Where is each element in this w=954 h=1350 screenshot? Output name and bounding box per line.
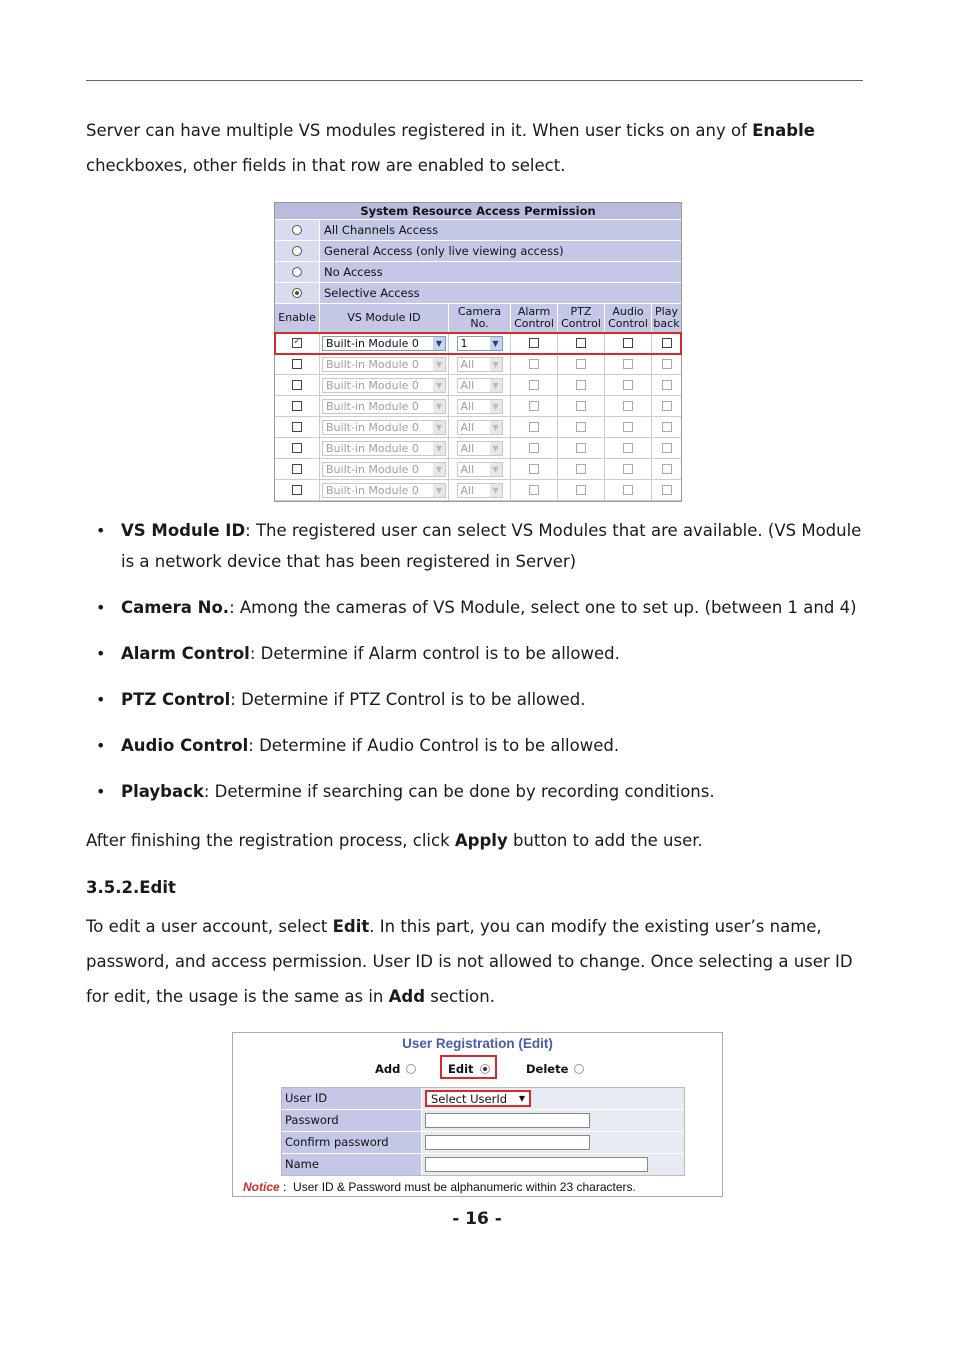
password-row xyxy=(282,1110,684,1132)
edit-text-2: . In this part, you can modify the existing user’s name, password, and access permission. User ID is not allowed to change. Once selecting a user ID for edit, the usage is the same as in xyxy=(86,917,853,1006)
chevron-down-icon: ▼ xyxy=(433,337,445,350)
audio-checkbox[interactable] xyxy=(623,338,633,348)
header-alarm-control: Alarm Control xyxy=(511,304,558,332)
bullet-text: : Determine if searching can be done by recording conditions. xyxy=(203,782,715,801)
vs-module-value: Built-in Module 0 xyxy=(326,441,419,455)
vs-module-value: Built-in Module 0 xyxy=(326,357,419,371)
confirm-password-label: Confirm password xyxy=(282,1132,422,1153)
vs-module-value: Built-in Module 0 xyxy=(326,378,419,392)
chevron-down-icon: ▼ xyxy=(433,442,445,455)
permission-row xyxy=(275,417,681,438)
camera-value: All xyxy=(460,483,475,497)
access-option-label: Selective Access xyxy=(320,283,681,303)
bullet-item xyxy=(86,684,864,715)
camera-select[interactable] xyxy=(457,441,503,456)
mode-add-label: Add xyxy=(375,1062,401,1076)
camera-select[interactable] xyxy=(457,420,503,435)
radio-cell xyxy=(275,241,320,261)
camera-select[interactable] xyxy=(457,399,503,414)
access-option-radio[interactable] xyxy=(292,225,302,235)
permission-panel-title: System Resource Access Permission xyxy=(275,203,681,220)
notice-label: Notice xyxy=(243,1180,280,1194)
alarm-checkbox[interactable] xyxy=(529,401,539,411)
chevron-down-icon: ▼ xyxy=(433,400,445,413)
ptz-checkbox[interactable] xyxy=(576,422,586,432)
vs-module-select[interactable] xyxy=(322,420,446,435)
bullet-term: Playback xyxy=(121,782,204,801)
radio-cell xyxy=(275,220,320,240)
ptz-checkbox[interactable] xyxy=(576,443,586,453)
camera-select[interactable] xyxy=(457,336,503,351)
alarm-checkbox[interactable] xyxy=(529,359,539,369)
edit-text-3: section. xyxy=(425,987,495,1006)
header-camera-no: Camera No. xyxy=(449,304,511,332)
chevron-down-icon: ▼ xyxy=(433,484,445,497)
access-option-row[interactable] xyxy=(275,241,681,262)
header-audio-control: Audio Control xyxy=(605,304,652,332)
vs-module-select[interactable] xyxy=(322,462,446,477)
camera-value: All xyxy=(460,441,475,455)
ptz-checkbox[interactable] xyxy=(576,485,586,495)
intro-paragraph xyxy=(86,113,864,183)
vs-module-value: Built-in Module 0 xyxy=(326,399,419,413)
vs-module-select[interactable] xyxy=(322,441,446,456)
access-option-label: No Access xyxy=(320,262,681,282)
playback-checkbox[interactable] xyxy=(662,401,672,411)
camera-value: All xyxy=(460,462,475,476)
intro-text: Server can have multiple VS modules registered in it. When user ticks on any of xyxy=(86,121,753,140)
page-number: - 16 - xyxy=(452,1209,502,1229)
permission-row xyxy=(275,354,681,375)
chevron-down-icon: ▼ xyxy=(433,463,445,476)
mode-edit-radio[interactable] xyxy=(480,1064,490,1074)
enable-checkbox[interactable] xyxy=(292,338,302,348)
edit-paragraph xyxy=(86,909,864,1014)
mode-delete-label: Delete xyxy=(526,1062,569,1076)
edit-text-1: To edit a user account, select xyxy=(86,917,333,936)
vs-module-select[interactable] xyxy=(322,399,446,414)
user-id-row xyxy=(282,1088,684,1110)
mode-add-radio[interactable] xyxy=(406,1064,416,1074)
apply-term: Apply xyxy=(454,831,508,850)
name-label: Name xyxy=(282,1154,422,1175)
registration-panel-title: User Registration (Edit) xyxy=(402,1036,553,1051)
bullet-term: Camera No. xyxy=(121,598,230,617)
access-option-radio[interactable] xyxy=(292,288,302,298)
vs-module-value: Built-in Module 0 xyxy=(326,336,419,350)
camera-select[interactable] xyxy=(457,483,503,498)
add-term: Add xyxy=(388,987,426,1006)
alarm-checkbox[interactable] xyxy=(529,464,539,474)
audio-checkbox[interactable] xyxy=(623,380,633,390)
user-registration-panel xyxy=(232,1032,723,1197)
permission-row xyxy=(275,396,681,417)
ptz-checkbox[interactable] xyxy=(576,401,586,411)
audio-checkbox[interactable] xyxy=(623,422,633,432)
audio-checkbox[interactable] xyxy=(623,485,633,495)
header-rule xyxy=(86,80,863,81)
access-option-radio[interactable] xyxy=(292,267,302,277)
registration-form xyxy=(281,1087,685,1176)
vs-module-select[interactable] xyxy=(322,357,446,372)
playback-checkbox[interactable] xyxy=(662,338,672,348)
bullet-text: : Determine if Alarm control is to be allowed. xyxy=(249,644,620,663)
password-label: Password xyxy=(282,1110,422,1131)
camera-value: All xyxy=(460,357,475,371)
bullet-term: Alarm Control xyxy=(121,644,250,663)
access-permission-panel xyxy=(274,202,682,502)
vs-module-value: Built-in Module 0 xyxy=(326,420,419,434)
chevron-down-icon: ▼ xyxy=(490,484,502,497)
name-field[interactable] xyxy=(425,1157,648,1172)
user-id-label: User ID xyxy=(282,1088,422,1109)
enable-checkbox[interactable] xyxy=(292,485,302,495)
alarm-checkbox[interactable] xyxy=(529,380,539,390)
password-field[interactable] xyxy=(425,1113,590,1128)
alarm-checkbox[interactable] xyxy=(529,422,539,432)
permission-row xyxy=(275,438,681,459)
vs-module-value: Built-in Module 0 xyxy=(326,462,419,476)
camera-value: 1 xyxy=(460,336,468,350)
camera-select[interactable] xyxy=(457,462,503,477)
vs-module-value: Built-in Module 0 xyxy=(326,483,419,497)
header-ptz-control: PTZ Control xyxy=(558,304,605,332)
apply-text-end: button to add the user. xyxy=(507,831,703,850)
permission-row xyxy=(275,459,681,480)
apply-text: After finishing the registration process, click xyxy=(86,831,455,850)
playback-checkbox[interactable] xyxy=(662,359,672,369)
radio-cell xyxy=(275,283,320,303)
enable-checkbox[interactable] xyxy=(292,464,302,474)
camera-value: All xyxy=(460,420,475,434)
header-vs-module-id: VS Module ID xyxy=(320,304,449,332)
bullet-text: : Determine if PTZ Control is to be allowed. xyxy=(230,690,586,709)
playback-checkbox[interactable] xyxy=(662,443,672,453)
mode-edit-label: Edit xyxy=(448,1062,474,1076)
bullet-item xyxy=(86,592,864,623)
vs-module-select[interactable] xyxy=(322,378,446,393)
chevron-down-icon: ▼ xyxy=(490,463,502,476)
ptz-checkbox[interactable] xyxy=(576,338,586,348)
bullet-term: Audio Control xyxy=(121,736,249,755)
permission-table-header xyxy=(275,304,681,333)
bullet-text: : The registered user can select VS Modules that are available. (VS Module is a network device that has been registered in Server) xyxy=(121,521,862,571)
access-option-label: All Channels Access xyxy=(320,220,681,240)
chevron-down-icon: ▼ xyxy=(433,379,445,392)
bullet-term: VS Module ID xyxy=(121,521,246,540)
user-id-select-value: Select UserId xyxy=(431,1091,508,1106)
alarm-checkbox[interactable] xyxy=(529,485,539,495)
mode-edit[interactable] xyxy=(448,1062,490,1076)
chevron-down-icon: ▼ xyxy=(433,421,445,434)
bullet-item xyxy=(86,776,864,807)
playback-checkbox[interactable] xyxy=(662,380,672,390)
permission-row xyxy=(275,333,681,354)
enable-checkbox[interactable] xyxy=(292,422,302,432)
header-playback: Play back xyxy=(653,305,680,330)
intro-text-end: checkboxes, other fields in that row are enabled to select. xyxy=(86,156,566,175)
chevron-down-icon: ▼ xyxy=(490,379,502,392)
vs-module-select[interactable] xyxy=(322,336,446,351)
enable-checkbox[interactable] xyxy=(292,443,302,453)
ptz-checkbox[interactable] xyxy=(576,464,586,474)
audio-checkbox[interactable] xyxy=(623,464,633,474)
bullet-text: : Determine if Audio Control is to be allowed. xyxy=(248,736,620,755)
camera-select[interactable] xyxy=(457,378,503,393)
chevron-down-icon: ▼ xyxy=(490,400,502,413)
access-option-label: General Access (only live viewing access) xyxy=(320,241,681,261)
playback-checkbox[interactable] xyxy=(662,422,672,432)
chevron-down-icon: ▼ xyxy=(433,358,445,371)
header-enable: Enable xyxy=(275,304,320,332)
confirm-password-field[interactable] xyxy=(425,1135,590,1150)
alarm-checkbox[interactable] xyxy=(529,443,539,453)
bullet-item xyxy=(86,638,864,669)
edit-term: Edit xyxy=(332,917,370,936)
feature-bullet-list xyxy=(86,515,864,822)
access-option-row[interactable] xyxy=(275,220,681,241)
chevron-down-icon: ▼ xyxy=(518,1094,525,1103)
permission-row xyxy=(275,480,681,501)
enable-checkbox[interactable] xyxy=(292,380,302,390)
camera-value: All xyxy=(460,399,475,413)
mode-add[interactable] xyxy=(375,1062,416,1076)
name-row xyxy=(282,1154,684,1175)
enable-checkbox[interactable] xyxy=(292,359,302,369)
bullet-text: : Among the cameras of VS Module, select one to set up. (between 1 and 4) xyxy=(229,598,857,617)
audio-checkbox[interactable] xyxy=(623,359,633,369)
audio-checkbox[interactable] xyxy=(623,401,633,411)
ptz-checkbox[interactable] xyxy=(576,359,586,369)
mode-delete[interactable] xyxy=(526,1062,584,1076)
mode-delete-radio[interactable] xyxy=(574,1064,584,1074)
section-heading: 3.5.2.Edit xyxy=(86,878,176,897)
access-option-row[interactable] xyxy=(275,283,681,304)
intro-enable-term: Enable xyxy=(752,121,815,140)
notice-text: User ID & Password must be alphanumeric within 23 characters. xyxy=(293,1180,636,1194)
playback-checkbox[interactable] xyxy=(662,464,672,474)
bullet-term: PTZ Control xyxy=(121,690,231,709)
notice-line: Notice : User ID & Password must be alphanumeric within 23 characters. xyxy=(243,1180,636,1194)
bullet-item xyxy=(86,515,864,577)
playback-checkbox[interactable] xyxy=(662,485,672,495)
confirm-password-row xyxy=(282,1132,684,1154)
chevron-down-icon: ▼ xyxy=(490,358,502,371)
access-option-radio[interactable] xyxy=(292,246,302,256)
chevron-down-icon: ▼ xyxy=(490,421,502,434)
ptz-checkbox[interactable] xyxy=(576,380,586,390)
chevron-down-icon: ▼ xyxy=(490,337,502,350)
camera-select[interactable] xyxy=(457,357,503,372)
radio-cell xyxy=(275,262,320,282)
access-option-row[interactable] xyxy=(275,262,681,283)
user-id-select[interactable] xyxy=(425,1090,531,1107)
enable-checkbox[interactable] xyxy=(292,401,302,411)
camera-value: All xyxy=(460,378,475,392)
vs-module-select[interactable] xyxy=(322,483,446,498)
permission-row xyxy=(275,375,681,396)
audio-checkbox[interactable] xyxy=(623,443,633,453)
alarm-checkbox[interactable] xyxy=(529,338,539,348)
chevron-down-icon: ▼ xyxy=(490,442,502,455)
apply-paragraph xyxy=(86,823,864,858)
bullet-item xyxy=(86,730,864,761)
